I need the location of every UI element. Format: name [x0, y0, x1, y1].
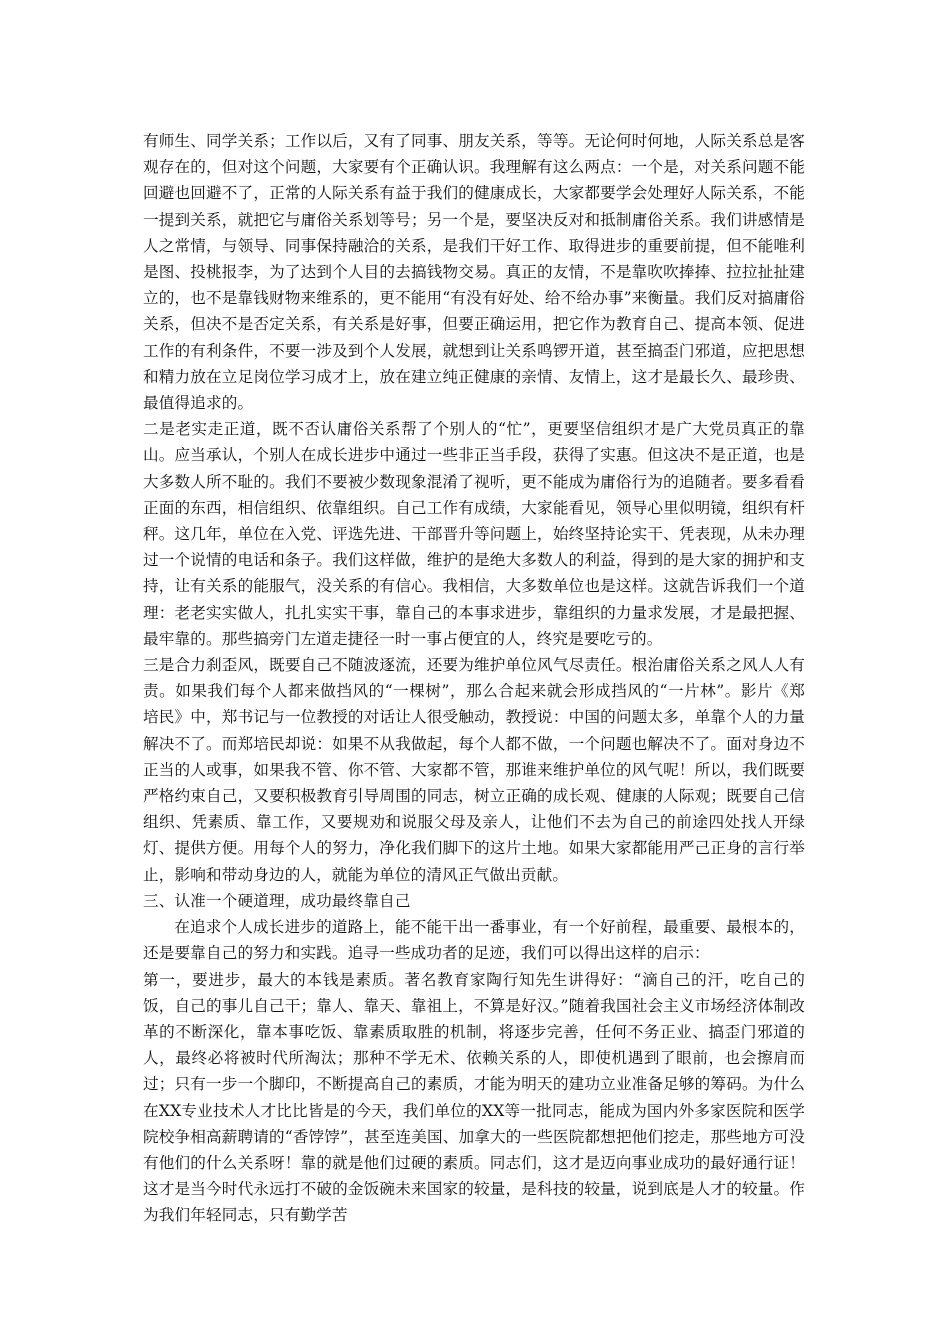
paragraph-relationships: 有师生、同学关系；工作以后，又有了同事、朋友关系，等等。无论何时何地，人际关系总是客观存在的，但对这个问题，大家要有个正确认识。我理解有这么两点：一个是，对关系问题不能回避也回避不了，正常的人际关系有益于我们的健康成长，大家都要学会处理好人际关系，不能一提到关系，就把它与庸俗关系划等号；另一个是，要坚决反对和抵制庸俗关系。我们讲感情是人之常情，与领导、同事保持融洽的关系，是我们干好工作、取得进步的重要前提，但不能唯利是图、投桃报李，为了达到个人目的去搞钱物交易。真正的友情，不是靠吹吹捧捧、拉拉扯扯建立的，也不是靠钱财物来维系的，更不能用“有没有好处、给不给办事”来衡量。我们反对搞庸俗关系，但决不是否定关系，有关系是好事，但要正确运用，把它作为教育自己、提高本领、促进工作的有利条件，不要一涉及到个人发展，就想到让关系鸣锣开道，甚至搞歪门邪道，应把思想和精力放在立足岗位学习成才上，放在建立纯正健康的亲情、友情上，这才是最长久、最珍贵、最值得追求的。: [143, 132, 805, 413]
document-page: [143, 128, 805, 1229]
paragraph-combat-bad-practice: 三是合力刹歪风，既要自己不随波逐流，还要为维护单位风气尽责任。根治庸俗关系之风人人有责。如果我们每个人都来做挡风的“一棵树”，那么合起来就会形成挡风的“一片林”。影片《郑培民》中，郑书记与一位教授的对话让人很受触动，教授说：中国的问题太多，单靠个人的力量解决不了。而郑培民却说：如果不从我做起，每个人都不做，一个问题也解决不了。面对身边不正当的人或事，如果我不管、你不管、大家都不管，那谁来维护单位的风气呢！所以，我们既要严格约束自己，又要积极教育引导周围的同志，树立正确的成长观、健康的人际观；既要自己信组织、凭素质、靠工作，又要规劝和说服父母及亲人，让他们不去为自己的前途四处找人开绿灯、提供方便。用每个人的努力，净化我们脚下的这片土地。如果大家都能用严己正身的言行举止，影响和带动身边的人，就能为单位的清风正气做出贡献。: [143, 656, 805, 884]
paragraph-first-quality: 第一，要进步，最大的本钱是素质。著名教育家陶行知先生讲得好：“滴自己的汗，吃自己的饭，自己的事儿自己干；靠人、靠天、靠祖上，不算是好汉。”随着我国社会主义市场经济体制改革的不断深化，靠本事吃饭、靠素质取胜的机制，将逐步完善，任何不务正业、搞歪门邪道的人，最终必将被时代所淘汰；那种不学无术、依赖关系的人，即使机遇到了眼前，也会擦肩而过；只有一步一个脚印，不断提高自己的素质，才能为明天的建功立业准备足够的筹码。为什么在XX专业技术人才比比皆是的今天，我们单位的XX等一批同志，能成为国内外多家医院和医学院校争相高薪聘请的“香饽饽”，甚至连美国、加拿大的一些医院都想把他们挖走，那些地方可没有他们的什么关系呀！靠的就是他们过硬的素质。同志们，这才是迈向事业成功的最好通行证！这才是当今时代永远打不破的金饭碗未来国家的较量，是科技的较量，说到底是人才的较量。作为我们年轻同志，只有勤学苦: [143, 970, 805, 1225]
paragraph-honest-path: 二是老实走正道，既不否认庸俗关系帮了个别人的“忙”，更要坚信组织才是广大党员真正的靠山。应当承认，个别人在成长进步中通过一些非正当手段，获得了实惠。但这决不是正道，也是大多数人所不耻的。我们不要被少数现象混淆了视听，更不能成为庸俗行为的追随者。要多看看正面的东西，相信组织、依靠组织。自己工作有成绩，大家能看见，领导心里似明镜，组织有杆秤。这几年，单位在入党、评选先进、干部晋升等问题上，始终坚持论实干、凭表现，从未办理过一个说情的电话和条子。我们这样做，维护的是绝大多数人的利益，得到的是大家的拥护和支持，让有关系的能服气，没关系的有信心。我相信，大多数单位也是这样。这就告诉我们一个道理：老老实实做人，扎扎实实干事，靠自己的本事求进步，靠组织的力量求发展，才是最把握、最牢靠的。那些搞旁门左道走捷径一时一事占便宜的人，终究是要吃亏的。: [143, 420, 805, 648]
paragraph-intro-success: 在追求个人成长进步的道路上，能不能干出一番事业，有一个好前程，最重要、最根本的，还是要靠自己的努力和实践。追寻一些成功者的足迹，我们可以得出这样的启示：: [143, 918, 805, 963]
section-heading-three: 三、认准一个硬道理，成功最终靠自己: [143, 891, 411, 910]
